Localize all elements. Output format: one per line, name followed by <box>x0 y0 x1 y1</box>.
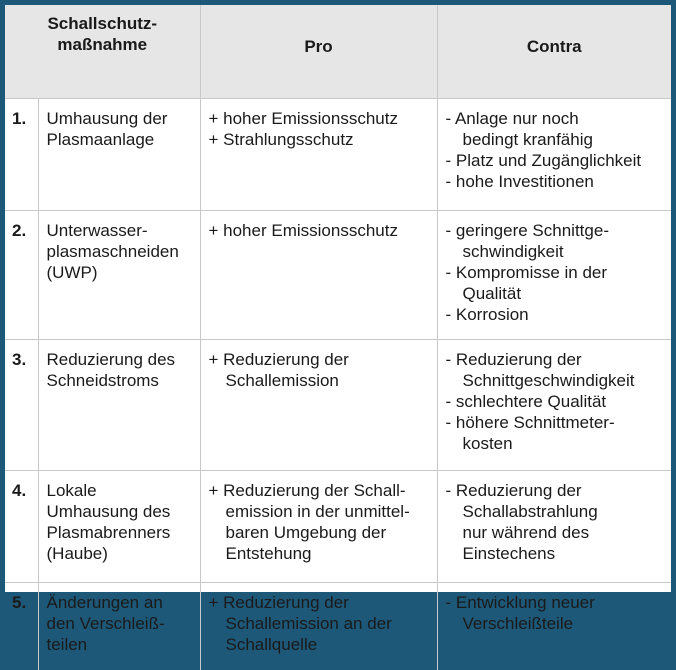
pro-line: + Reduzierung der <box>209 592 433 613</box>
contra-line: - geringere Schnittge- <box>446 220 668 241</box>
contra-line: - hohe Investitionen <box>446 171 668 192</box>
contra-line: bedingt kranfähig <box>446 129 668 150</box>
contra-cell <box>437 211 671 340</box>
contra-line: - Reduzierung der <box>446 480 668 501</box>
pro-line: + hoher Emissionsschutz <box>209 108 433 129</box>
pro-line: baren Umgebung der <box>209 522 433 543</box>
pro-line: emission in der unmittel- <box>209 501 433 522</box>
pro-line: + Strahlungsschutz <box>209 129 433 150</box>
header-measure <box>5 5 200 99</box>
measure-line: Schneidstroms <box>47 370 194 391</box>
pro-line: Schallquelle <box>209 634 433 655</box>
contra-line: kosten <box>446 433 668 454</box>
contra-cell <box>437 340 671 471</box>
contra-cell <box>437 583 671 670</box>
measure-cell <box>38 99 200 211</box>
contra-line: - Entwicklung neuer <box>446 592 668 613</box>
contra-line: Schnittgeschwindigkeit <box>446 370 668 391</box>
measure-line: (Haube) <box>47 543 194 564</box>
pro-cell <box>200 211 437 340</box>
contra-line: Schallabstrahlung <box>446 501 668 522</box>
measure-cell <box>38 211 200 340</box>
measure-line: Lokale <box>47 480 194 501</box>
contra-line: schwindigkeit <box>446 241 668 262</box>
row-number: 4. <box>5 471 38 583</box>
header-row <box>5 5 671 99</box>
row-number: 5. <box>5 583 38 670</box>
pro-cell <box>200 340 437 471</box>
table-row <box>5 211 671 340</box>
pro-line: Entstehung <box>209 543 433 564</box>
measure-line: Plasmabrenners <box>47 522 194 543</box>
header-pro: Pro <box>200 5 437 99</box>
header-measure-line: maßnahme <box>5 34 200 55</box>
measure-line: Änderungen an <box>47 592 194 613</box>
measure-line: Umhausung der <box>47 108 194 129</box>
contra-line: - Korrosion <box>446 304 668 325</box>
contra-line: nur während des <box>446 522 668 543</box>
header-measure-line: Schallschutz- <box>5 13 200 34</box>
table-row <box>5 471 671 583</box>
contra-line: Verschleißteile <box>446 613 668 634</box>
pro-cell <box>200 583 437 670</box>
pro-line: + Reduzierung der Schall- <box>209 480 433 501</box>
measure-line: Reduzierung des <box>47 349 194 370</box>
pro-cell <box>200 471 437 583</box>
contra-line: - schlechtere Qualität <box>446 391 668 412</box>
row-number: 1. <box>5 99 38 211</box>
measure-cell <box>38 471 200 583</box>
measure-line: teilen <box>47 634 194 655</box>
measure-cell <box>38 340 200 471</box>
noise-protection-table <box>5 5 671 670</box>
pro-line: + hoher Emissionsschutz <box>209 220 433 241</box>
pro-line: Schallemission an der <box>209 613 433 634</box>
contra-line: Qualität <box>446 283 668 304</box>
measure-line: Unterwasser- <box>47 220 194 241</box>
measure-line: Plasmaanlage <box>47 129 194 150</box>
table-row <box>5 99 671 211</box>
contra-cell <box>437 471 671 583</box>
table-row <box>5 340 671 471</box>
table-frame <box>5 5 671 592</box>
measure-line: den Verschleiß- <box>47 613 194 634</box>
contra-line: - Anlage nur noch <box>446 108 668 129</box>
measure-cell <box>38 583 200 670</box>
contra-line: - höhere Schnittmeter- <box>446 412 668 433</box>
pro-line: + Reduzierung der <box>209 349 433 370</box>
row-number: 2. <box>5 211 38 340</box>
pro-line: Schallemission <box>209 370 433 391</box>
contra-line: Einstechens <box>446 543 668 564</box>
measure-line: Umhausung des <box>47 501 194 522</box>
measure-line: (UWP) <box>47 262 194 283</box>
measure-line: plasmaschneiden <box>47 241 194 262</box>
contra-line: - Platz und Zugänglichkeit <box>446 150 668 171</box>
header-contra: Contra <box>437 5 671 99</box>
pro-cell <box>200 99 437 211</box>
contra-line: - Kompromisse in der <box>446 262 668 283</box>
contra-line: - Reduzierung der <box>446 349 668 370</box>
contra-cell <box>437 99 671 211</box>
table-row <box>5 583 671 670</box>
row-number: 3. <box>5 340 38 471</box>
